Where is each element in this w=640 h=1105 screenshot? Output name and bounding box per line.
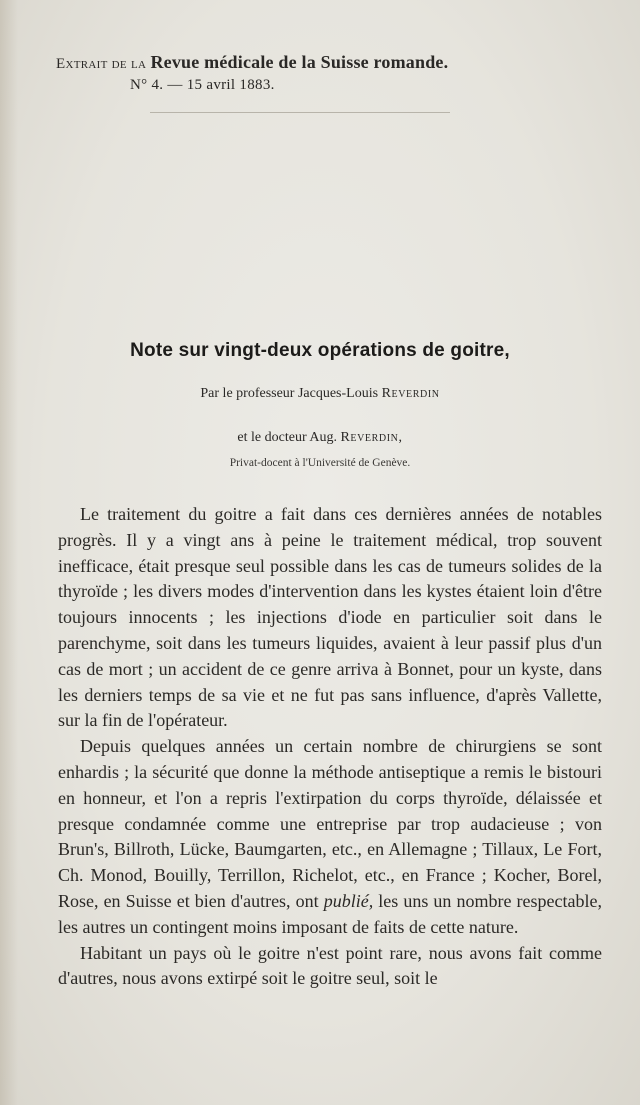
paragraph-2-text-b: les uns un nombre respectable, les autres un contingent moins imposant de faits de cette nature. (58, 890, 603, 937)
page-edge-shadow (0, 0, 18, 1105)
paragraph-2-italic: publié, (323, 890, 374, 911)
author-1-name: Reverdin (381, 386, 440, 401)
journal-name: Revue médicale de la Suisse romande. (150, 52, 449, 72)
journal-header (56, 52, 616, 73)
author-2-prefix: et le docteur Aug. (237, 430, 337, 445)
paragraph-2-text-a: Depuis quelques années un certain nombre de chirurgiens se sont enhardis ; la sécurité que donne la méthode antiseptique a remis le bistouri en honneur, et l'on a repris l'extirpation du corps thyroïde, délaissée et presque condamnée comme une entreprise par trop audacieuse ; von Brun's, Billroth, Lücke, Baumgarten, etc., en Allemagne ; Tillaux, Le Fort, Ch. Monod, Bouilly, Terrillon, Richelot, etc., en France ; Kocher, Borel, Rose, en Suisse et bien d'autres, ont (58, 736, 602, 911)
article-body (58, 502, 602, 992)
issue-line: N° 4. — 15 avril 1883. (130, 77, 275, 93)
affiliation: Privat-docent à l'Université de Genève. (229, 457, 411, 469)
article-title: Note sur vingt-deux opérations de goitre, (130, 340, 510, 361)
author-2-name: Reverdin, (340, 430, 403, 445)
author-line-2 (0, 430, 640, 446)
paragraph-3: Habitant un pays où le goitre n'est point rare, nous avons fait comme d'autres, nous avons extirpé soit le goitre seul, soit le (58, 942, 602, 989)
author-1-prefix: Par le professeur Jacques-Louis (200, 386, 379, 401)
header-rule (150, 112, 450, 113)
author-line-1 (0, 386, 640, 402)
paragraph-1: Le traitement du goitre a fait dans ces dernières années de notables progrès. Il y a vingt ans à peine le traitement médical, trop souvent inefficace, était presque seul possible dans les cas de tumeurs solides de la thyroïde ; les divers modes d'intervention dans les kystes étaient loin d'être toujours innocents ; les injections d'iode en particulier soit dans le parenchyme, soit dans les tumeurs liquides, avaient à leur passif plus d'un cas de mort ; un accident de ce genre arriva à Bonnet, pour un kyste, dans les derniers temps de sa vie et ne fut pas sans influence, d'après Vallette, sur la fin de l'opérateur. (58, 504, 602, 731)
paragraph-2 (58, 734, 602, 940)
header-prefix: Extrait de la (56, 56, 147, 72)
